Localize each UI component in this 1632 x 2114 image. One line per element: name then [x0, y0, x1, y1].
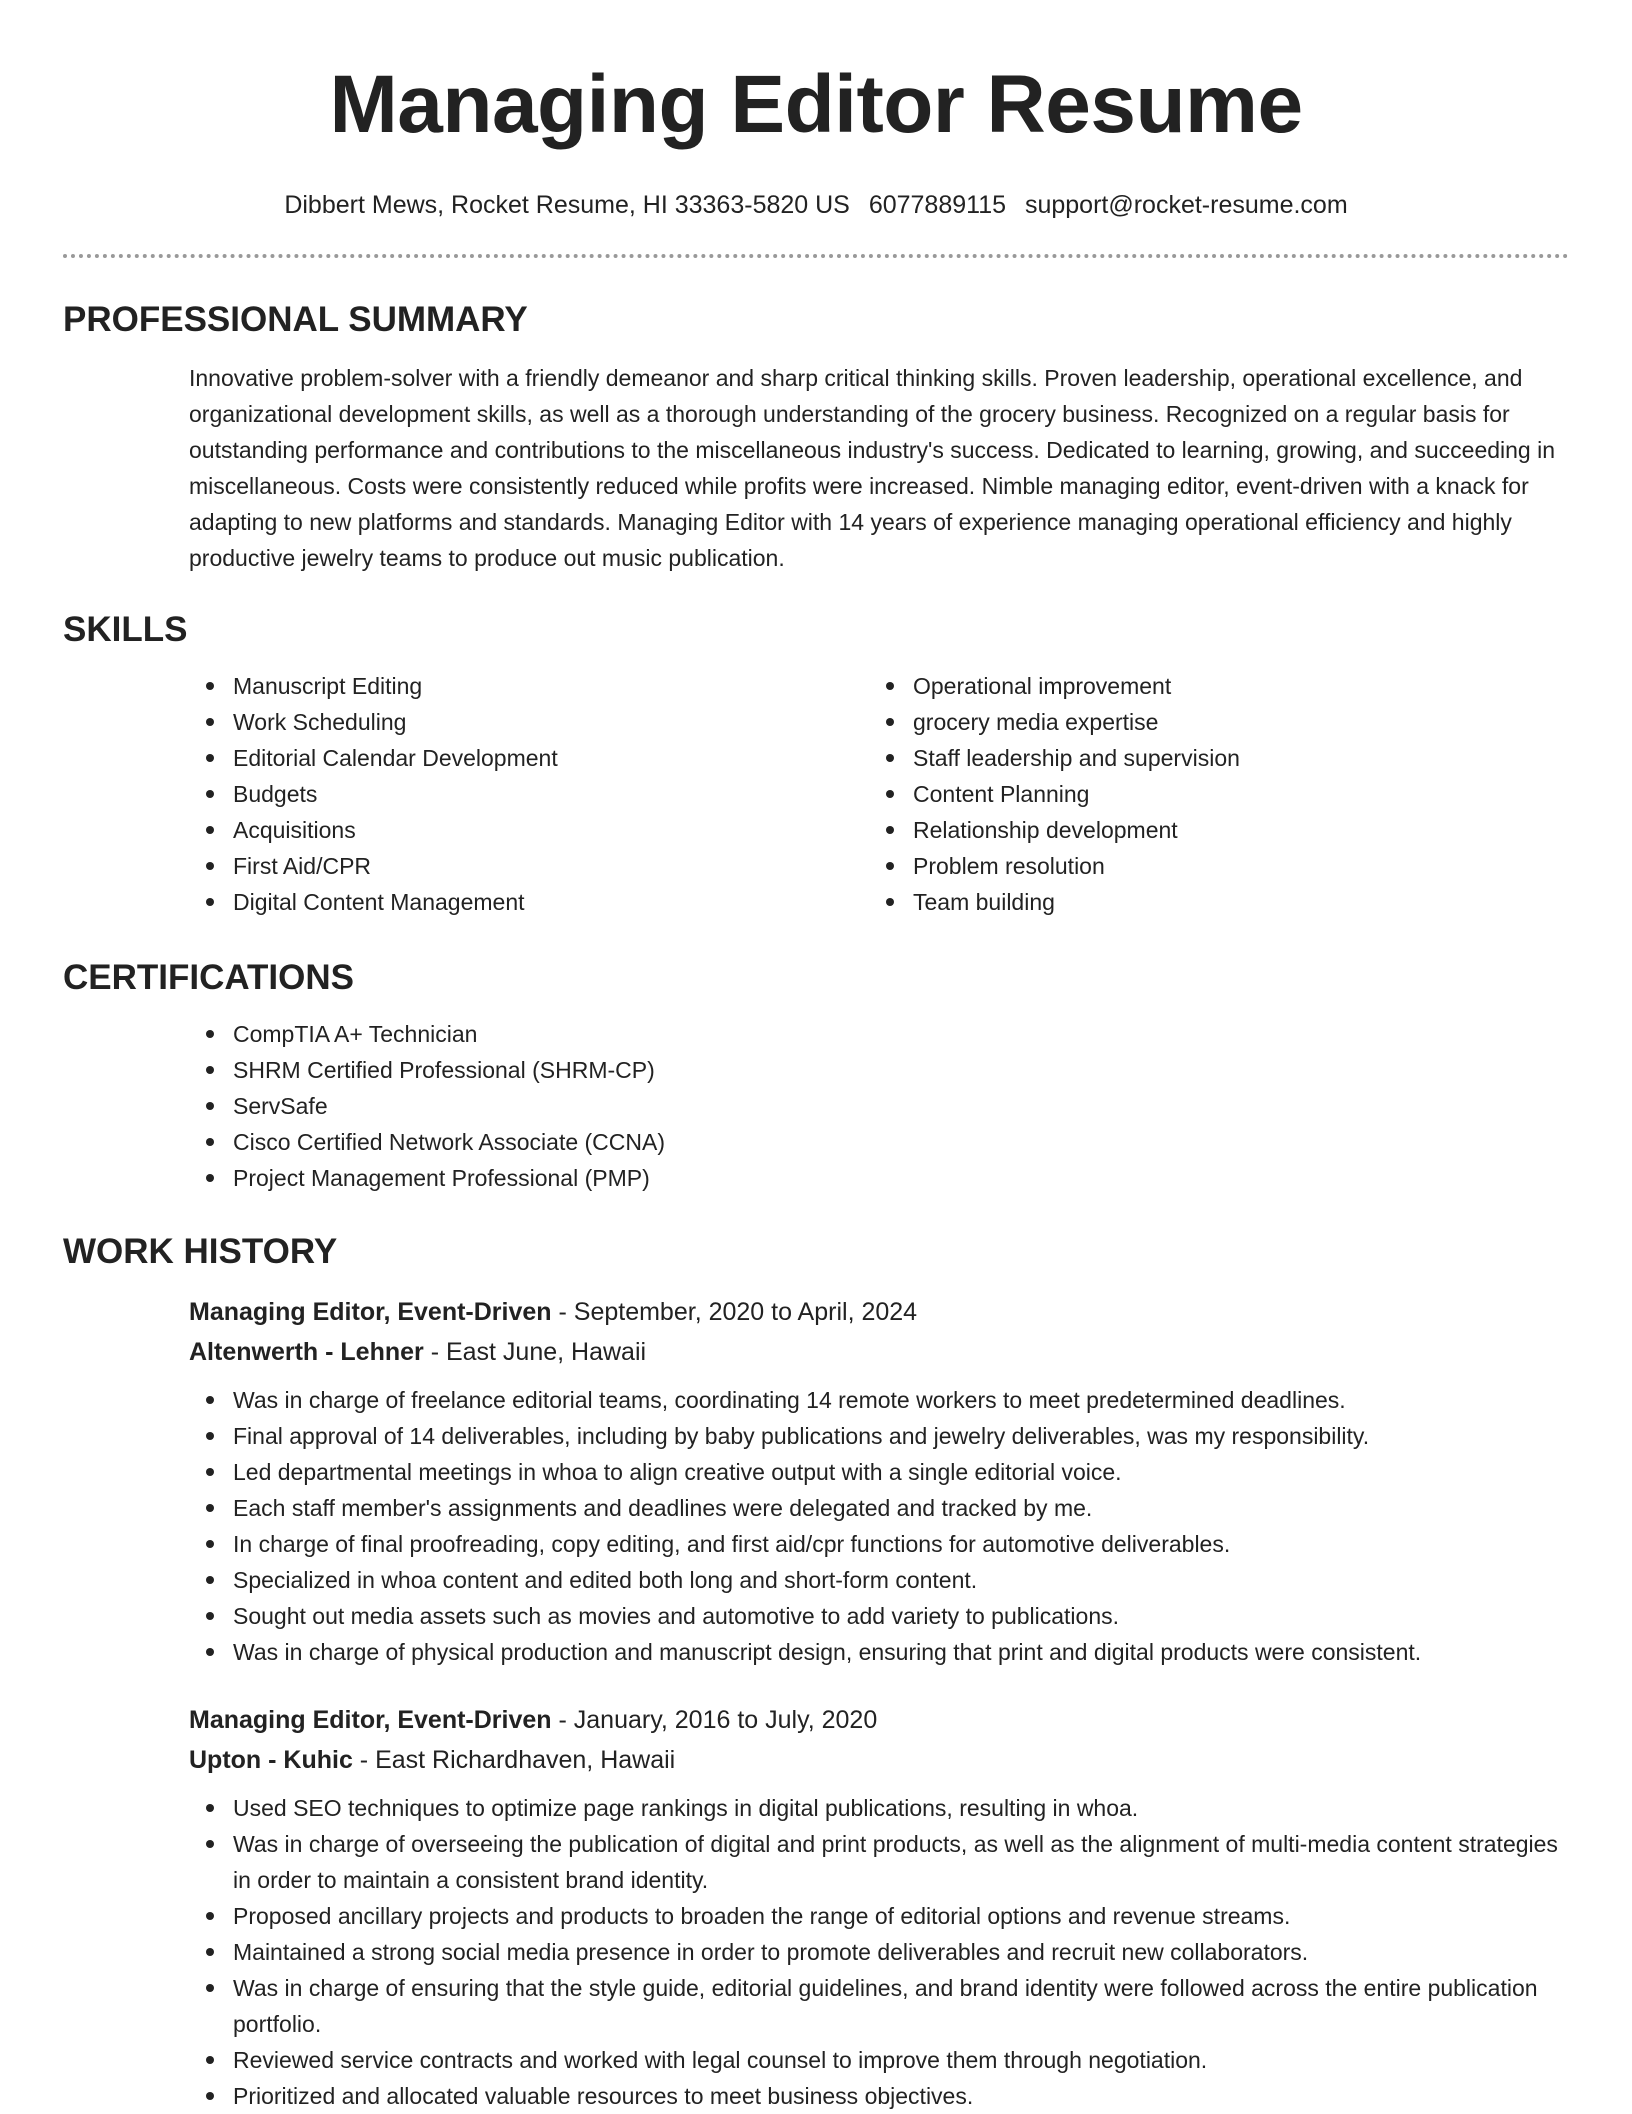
list-item: Staff leadership and supervision	[869, 740, 1549, 776]
job-title: Managing Editor, Event-Driven	[189, 1706, 552, 1734]
list-item: First Aid/CPR	[189, 848, 869, 884]
job-bullets	[189, 1382, 1569, 1670]
job-title-line	[189, 1700, 1632, 1740]
list-item: Manuscript Editing	[189, 668, 869, 704]
skills-right-list	[869, 668, 1549, 920]
list-item: Digital Content Management	[189, 884, 869, 920]
list-item: Project Management Professional (PMP)	[189, 1160, 1569, 1196]
job-company: Upton - Kuhic	[189, 1746, 353, 1774]
work-history-heading: WORK HISTORY	[63, 1232, 338, 1271]
certifications-list	[189, 1016, 1569, 1196]
list-item: Editorial Calendar Development	[189, 740, 869, 776]
job-entry	[0, 1700, 1632, 2114]
list-item: SHRM Certified Professional (SHRM-CP)	[189, 1052, 1569, 1088]
list-item: Was in charge of ensuring that the style guide, editorial guidelines, and brand identity were followed across the entire publication portfolio.	[189, 1970, 1569, 2042]
job-bullets	[189, 1790, 1569, 2114]
list-item: Was in charge of physical production and manuscript design, ensuring that print and digital products were consistent.	[189, 1634, 1569, 1670]
job-title-line	[189, 1292, 1632, 1332]
job-company: Altenwerth - Lehner	[189, 1338, 424, 1366]
job-company-line	[189, 1332, 1632, 1372]
job-company-line	[189, 1740, 1632, 1780]
list-item: Work Scheduling	[189, 704, 869, 740]
list-item: Prioritized and allocated valuable resources to meet business objectives.	[189, 2078, 1569, 2114]
job-entry	[0, 1292, 1632, 1670]
list-item: Team building	[869, 884, 1549, 920]
job-location: - East June, Hawaii	[423, 1338, 647, 1366]
job-location: - East Richardhaven, Hawaii	[352, 1746, 676, 1774]
list-item: Acquisitions	[189, 812, 869, 848]
job-dates: - January, 2016 to July, 2020	[551, 1706, 878, 1734]
skills-grid	[189, 668, 1632, 920]
summary-section	[0, 298, 1632, 576]
list-item: CompTIA A+ Technician	[189, 1016, 1569, 1052]
skills-left-list	[189, 668, 869, 920]
list-item: Specialized in whoa content and edited both long and short-form content.	[189, 1562, 1569, 1598]
list-item: Relationship development	[869, 812, 1549, 848]
certifications-heading: CERTIFICATIONS	[63, 958, 355, 997]
list-item: Maintained a strong social media presence in order to promote deliverables and recruit new collaborators.	[189, 1934, 1569, 1970]
skills-section	[0, 608, 1632, 920]
skills-heading: SKILLS	[63, 610, 188, 649]
list-item: ServSafe	[189, 1088, 1569, 1124]
job-dates: - September, 2020 to April, 2024	[551, 1298, 918, 1326]
list-item: Each staff member's assignments and deadlines were delegated and tracked by me.	[189, 1490, 1569, 1526]
page-title: Managing Editor Resume	[329, 59, 1303, 150]
list-item: Final approval of 14 deliverables, including by baby publications and jewelry deliverables, was my responsibility.	[189, 1418, 1569, 1454]
list-item: Led departmental meetings in whoa to align creative output with a single editorial voice.	[189, 1454, 1569, 1490]
summary-text: Innovative problem-solver with a friendly demeanor and sharp critical thinking skills. Proven leadership, operational excellence, and organizational development skills, as well as a thorough understanding of the grocery business. Recognized on a regular basis for outstanding performance and contributions to the miscellaneous industry's success. Dedicated to learning, growing, and succeeding in miscellaneous. Costs were consistently reduced while profits were increased. Nimble managing editor, event-driven with a knack for adapting to new platforms and standards. Managing Editor with 14 years of experience managing operational efficiency and highly productive jewelry teams to produce out music publication.	[189, 365, 1556, 571]
contact-address: Dibbert Mews, Rocket Resume, HI 33363-5820 US	[284, 191, 850, 219]
summary-heading: PROFESSIONAL SUMMARY	[63, 300, 528, 339]
job-title: Managing Editor, Event-Driven	[189, 1298, 552, 1326]
list-item: In charge of final proofreading, copy editing, and first aid/cpr functions for automotive deliverables.	[189, 1526, 1569, 1562]
contact-line	[0, 190, 1632, 220]
list-item: Was in charge of freelance editorial teams, coordinating 14 remote workers to meet predetermined deadlines.	[189, 1382, 1569, 1418]
list-item: Operational improvement	[869, 668, 1549, 704]
list-item: Content Planning	[869, 776, 1549, 812]
list-item: Problem resolution	[869, 848, 1549, 884]
contact-phone: 6077889115	[868, 191, 1006, 219]
list-item: Cisco Certified Network Associate (CCNA)	[189, 1124, 1569, 1160]
header-divider	[63, 254, 1569, 258]
list-item: Budgets	[189, 776, 869, 812]
list-item: Used SEO techniques to optimize page rankings in digital publications, resulting in whoa.	[189, 1790, 1569, 1826]
list-item: Reviewed service contracts and worked with legal counsel to improve them through negotiation.	[189, 2042, 1569, 2078]
list-item: Proposed ancillary projects and products to broaden the range of editorial options and revenue streams.	[189, 1898, 1569, 1934]
list-item: grocery media expertise	[869, 704, 1549, 740]
list-item: Sought out media assets such as movies and automotive to add variety to publications.	[189, 1598, 1569, 1634]
list-item: Was in charge of overseeing the publication of digital and print products, as well as the alignment of multi-media content strategies in order to maintain a consistent brand identity.	[189, 1826, 1569, 1898]
contact-email: support@rocket-resume.com	[1024, 191, 1348, 219]
work-history-section	[0, 1230, 1632, 2114]
certifications-section	[0, 956, 1632, 1196]
